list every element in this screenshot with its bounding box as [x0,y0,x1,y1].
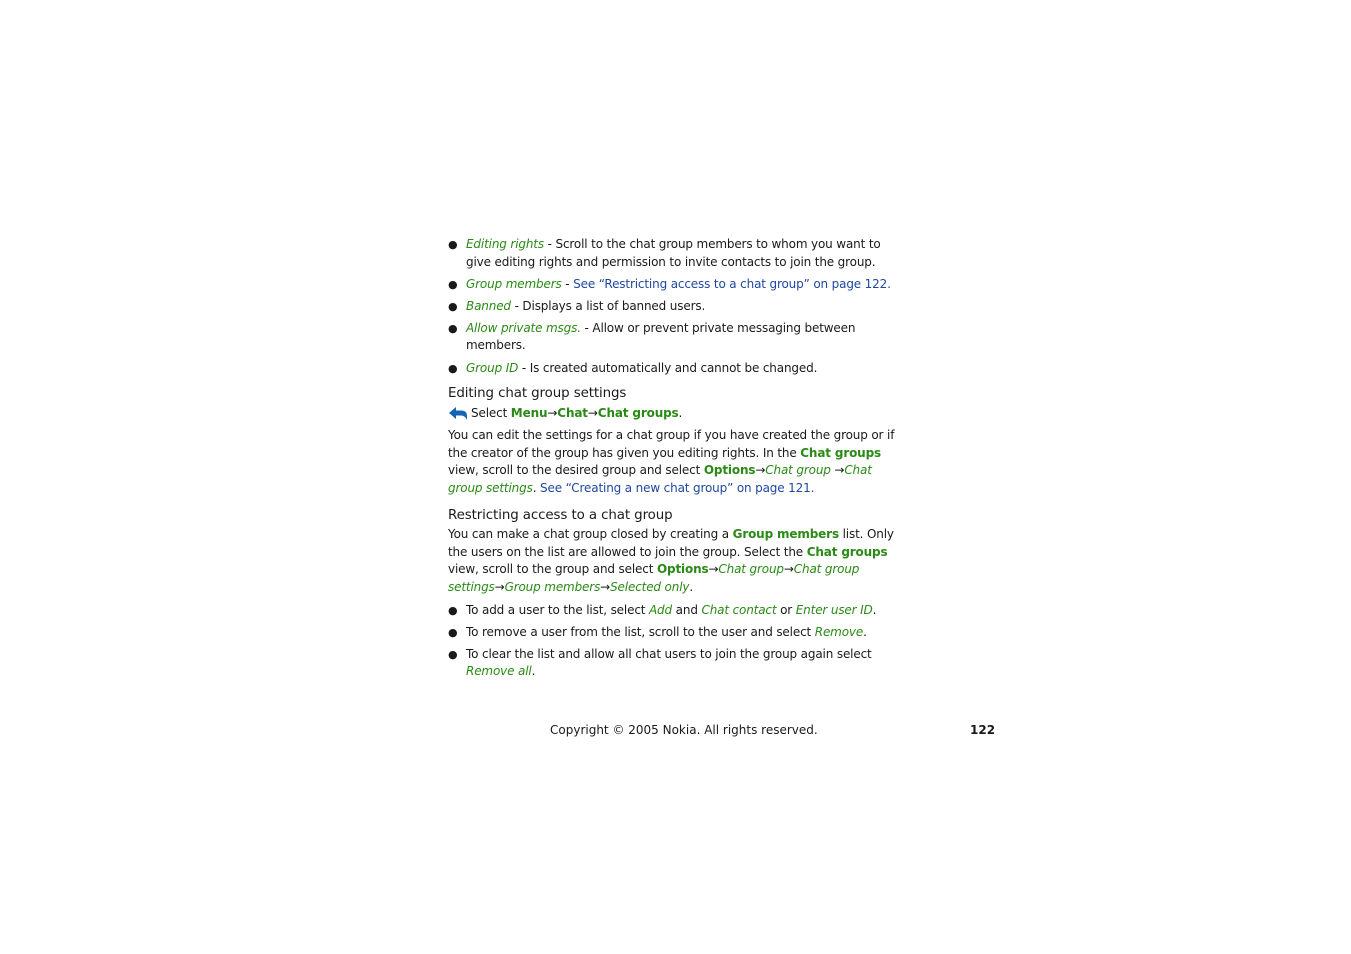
arrow-icon: → [834,463,845,478]
chat-key: Chat [557,405,588,420]
option-term: Editing rights [466,237,544,251]
chat-group-option: Chat group [765,463,835,478]
option-term: Banned [466,298,511,313]
bullet-icon: ● [448,321,458,335]
enter-user-id-option: Enter user ID [795,602,873,617]
list-item [448,276,900,294]
selected-only-option: Selected only [610,580,690,594]
step-text: To remove a user from the list, scroll to the user and select [466,624,815,639]
chat-contact-option: Chat contact [701,602,777,617]
paragraph-text: . [532,481,541,496]
cross-reference-link[interactable]: See “Creating a new chat group” on page 121. [540,481,815,496]
arrow-icon: → [708,562,719,577]
list-item [448,298,900,316]
list-item [448,646,900,681]
option-description: - Is created automatically and cannot be changed. [518,360,818,375]
bullet-icon: ● [448,277,458,291]
period: . [678,405,683,420]
bullet-icon: ● [448,647,458,661]
step-text: To clear the list and allow all chat users to join the group again select [466,646,872,661]
period: . [872,602,877,617]
option-description: - Displays a list of banned users. [510,298,706,313]
arrow-icon: → [755,463,766,478]
chat-group-settings-option: Chat group settings [448,562,860,594]
period: . [863,624,867,639]
options-key: Options [703,463,756,478]
copyright-notice: Copyright © 2005 Nokia. All rights reserved. [550,723,818,737]
page-content [448,236,900,685]
paragraph-text: list. Only the users on the list are allowed to join the group. Select the [448,527,894,559]
cross-reference-link[interactable]: See “Restricting access to a chat group” on page 122. [573,276,891,291]
bullet-icon: ● [448,625,458,639]
chat-groups-key: Chat groups [806,544,888,559]
group-members-option: Group members [504,580,601,594]
settings-options-list [448,236,900,377]
paragraph-text: view, scroll to the group and select [448,562,657,577]
remove-all-option: Remove all [466,664,532,679]
remove-option: Remove [814,624,864,639]
paragraph-text: You can make a chat group closed by creating a [448,527,733,542]
option-term: Allow private msgs. [466,320,581,335]
bullet-icon: ● [448,299,458,313]
chat-groups-key: Chat groups [800,445,882,460]
options-key: Options [656,562,709,577]
restricting-steps-list [448,602,900,681]
bullet-icon: ● [448,603,458,617]
step-text: or [776,602,796,617]
menu-path [448,405,900,423]
section-heading-restricting: Restricting access to a chat group [448,507,673,523]
arrow-icon: → [494,580,505,594]
option-description: - Scroll to the chat group members to whom you want to give editing rights and permission to invite contacts to join the group. [466,237,881,269]
step-text: To add a user to the list, select [466,602,649,617]
chat-groups-key: Chat groups [597,405,679,420]
list-item [448,236,900,271]
list-item [448,602,900,620]
option-term: Group members [466,276,562,291]
paragraph-text: You can edit the settings for a chat group if you have created the group or if the creator of the group has given you editing rights. In the [448,428,895,460]
period: . [531,664,536,679]
arrow-icon: → [547,405,558,420]
option-term: Group ID [466,360,519,375]
section-heading-editing: Editing chat group settings [448,386,627,402]
chat-group-settings-option: Chat group settings [448,463,872,496]
shortcut-arrow-icon [448,405,468,423]
paragraph-text: view, scroll to the desired group and select [448,463,704,478]
list-item [448,360,900,378]
group-members-key: Group members [732,527,839,542]
separator: - [561,276,574,291]
bullet-icon: ● [448,238,458,251]
list-item [448,320,900,355]
arrow-icon: → [600,580,611,594]
list-item [448,624,900,642]
arrow-icon: → [783,562,794,577]
select-label: Select [471,405,511,420]
chat-group-option: Chat group [718,562,784,577]
add-option: Add [649,602,672,617]
option-description: - Allow or prevent private messaging between members. [466,320,856,353]
editing-paragraph [448,427,900,497]
page-number: 122 [970,723,996,737]
step-text: and [672,602,702,617]
period: . [689,580,694,594]
restricting-paragraph [448,526,900,596]
bullet-icon: ● [448,361,458,375]
arrow-icon: → [587,405,598,420]
menu-key: Menu [510,405,548,420]
